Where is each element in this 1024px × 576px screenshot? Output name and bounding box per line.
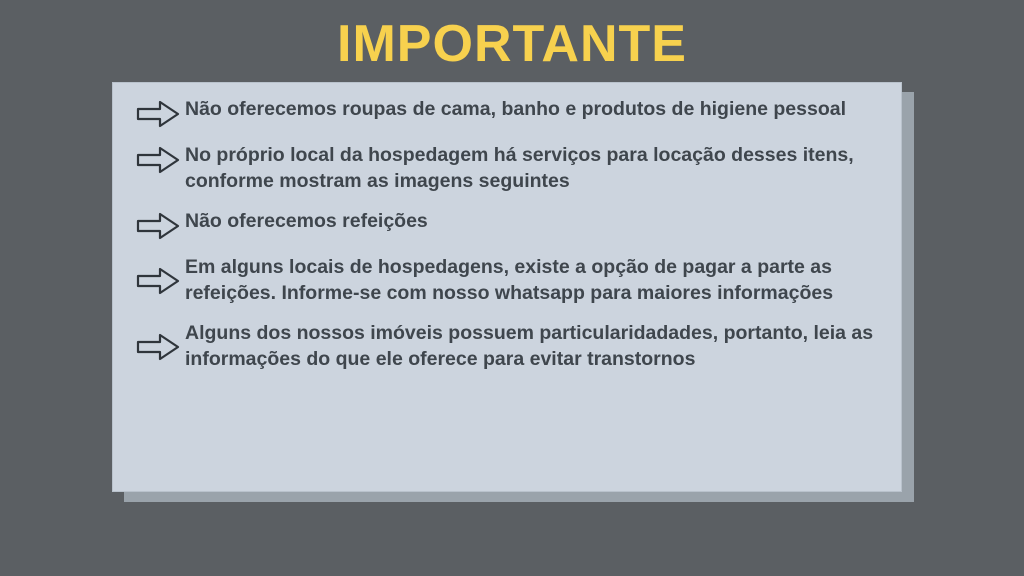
bullet-list [131, 97, 887, 387]
list-item-label: Não oferecemos roupas de cama, banho e produtos de higiene pessoal [185, 98, 847, 120]
arrow-right-icon [131, 332, 185, 362]
page-title: IMPORTANTE [337, 15, 687, 73]
arrow-right-icon [131, 97, 185, 129]
list-item-label: No próprio local da hospedagem há serviços para locação desses itens, conforme mostram as imagens seguintes [185, 144, 854, 192]
list-item [131, 255, 887, 307]
list-item-label: Não oferecemos refeições [185, 209, 428, 232]
arrow-right-icon [131, 143, 185, 175]
arrow-right-icon [131, 266, 185, 296]
content-panel [112, 82, 902, 492]
arrow-right-icon [131, 209, 185, 241]
list-item [131, 143, 887, 195]
list-item-label: Em alguns locais de hospedagens, existe a opção de pagar a parte as refeições. Informe-se com nosso whatsapp para maiores informações [185, 255, 834, 304]
list-item [131, 97, 887, 129]
list-item-label: Alguns dos nossos imóveis possuem particularidadades, portanto, leia as informações do que ele oferece para evitar transtornos [185, 321, 874, 370]
list-item [131, 209, 887, 241]
list-item [131, 321, 887, 373]
